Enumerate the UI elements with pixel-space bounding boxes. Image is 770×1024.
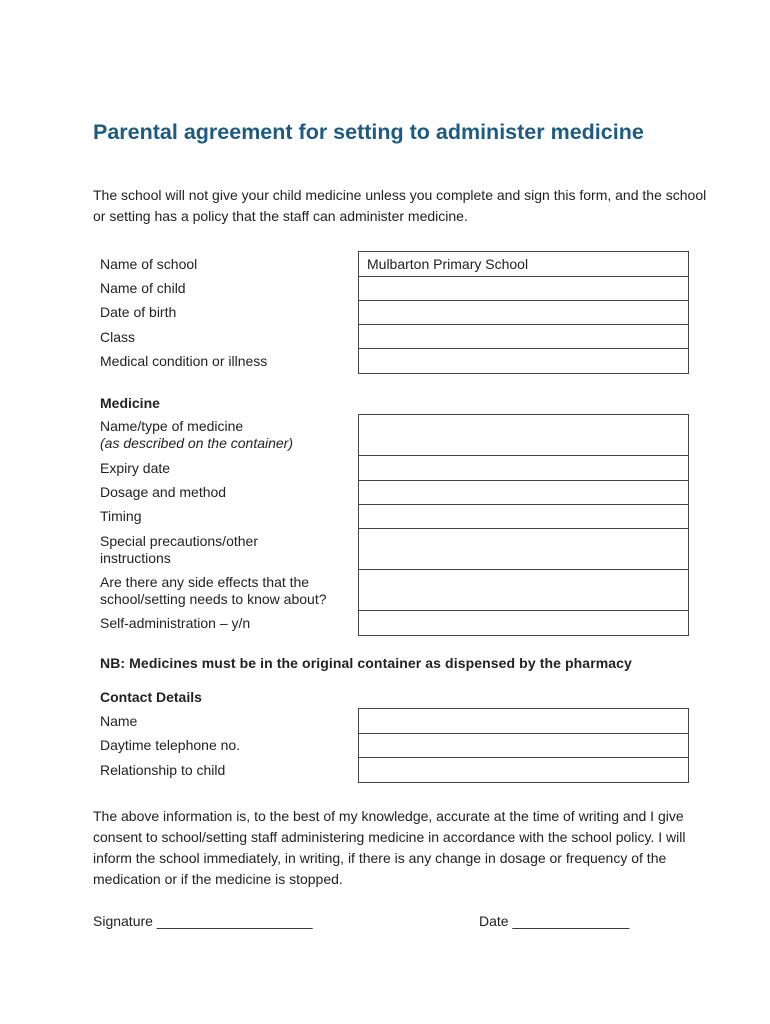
label-medicine-name-note: (as described on the container) xyxy=(100,435,293,451)
label-medicine-name-line2 xyxy=(100,435,293,452)
date-label: Date xyxy=(479,913,509,929)
medicine-name-field[interactable] xyxy=(359,415,688,456)
class-field[interactable] xyxy=(359,325,688,349)
label-child-name: Name of child xyxy=(100,280,186,296)
expiry-date-field[interactable] xyxy=(359,456,688,481)
label-special-precautions-line2: instructions xyxy=(100,550,171,566)
date-of-birth-field[interactable] xyxy=(359,301,688,325)
self-administration-field[interactable] xyxy=(359,611,688,636)
label-side-effects-line1: Are there any side effects that the xyxy=(100,574,310,590)
timing-field[interactable] xyxy=(359,505,688,529)
signature-label: Signature xyxy=(93,913,153,929)
label-date-of-birth: Date of birth xyxy=(100,304,177,320)
intro-text: The school will not give your child medicine unless you complete and sign this form, and the school or setting has a policy that the staff can administer medicine. xyxy=(93,187,707,224)
consent-statement: The above information is, to the best of my knowledge, accurate at the time of writing and I give consent to school/setting staff administering medicine in accordance with the school policy. I will inform the school immediately, in writing, if there is any change in dosage or frequency of the medication or if the medicine is stopped. xyxy=(93,808,686,887)
special-precautions-field[interactable] xyxy=(359,529,688,570)
signature-row xyxy=(93,913,313,930)
side-effects-field[interactable] xyxy=(359,570,688,611)
medicine-heading: Medicine xyxy=(100,395,160,411)
label-dosage: Dosage and method xyxy=(100,484,227,500)
label-self-administration: Self-administration – y/n xyxy=(100,615,251,631)
label-side-effects xyxy=(100,574,327,608)
contact-details-box xyxy=(358,708,689,783)
daytime-phone-field[interactable] xyxy=(359,734,688,758)
label-class: Class xyxy=(100,329,136,345)
label-timing: Timing xyxy=(100,508,142,524)
child-name-field[interactable] xyxy=(359,277,688,301)
date-row xyxy=(479,913,629,930)
child-details-box xyxy=(358,251,689,374)
label-special-precautions-line1: Special precautions/other xyxy=(100,533,258,549)
nb-note: NB: Medicines must be in the original container as dispensed by the pharmacy xyxy=(100,655,632,671)
label-medicine-name-line1: Name/type of medicine xyxy=(100,418,244,434)
date-line[interactable]: _______________ xyxy=(512,913,630,929)
school-name-field[interactable]: Mulbarton Primary School xyxy=(359,252,688,277)
page-title: Parental agreement for setting to administer medicine xyxy=(93,120,644,144)
medicine-details-box xyxy=(358,414,689,636)
contact-details-heading: Contact Details xyxy=(100,689,202,705)
label-special-precautions xyxy=(100,533,258,567)
label-daytime-phone: Daytime telephone no. xyxy=(100,737,241,753)
contact-name-field[interactable] xyxy=(359,709,688,734)
label-contact-name: Name xyxy=(100,713,138,729)
label-school-name: Name of school xyxy=(100,256,198,272)
signature-line[interactable]: ____________________ xyxy=(156,913,313,929)
medical-condition-field[interactable] xyxy=(359,349,688,374)
label-expiry-date: Expiry date xyxy=(100,460,171,476)
dosage-field[interactable] xyxy=(359,481,688,505)
label-medicine-name xyxy=(100,418,293,452)
relationship-field[interactable] xyxy=(359,758,688,783)
label-medical-condition: Medical condition or illness xyxy=(100,353,268,369)
label-side-effects-line2: school/setting needs to know about? xyxy=(100,591,327,607)
label-relationship: Relationship to child xyxy=(100,762,226,778)
